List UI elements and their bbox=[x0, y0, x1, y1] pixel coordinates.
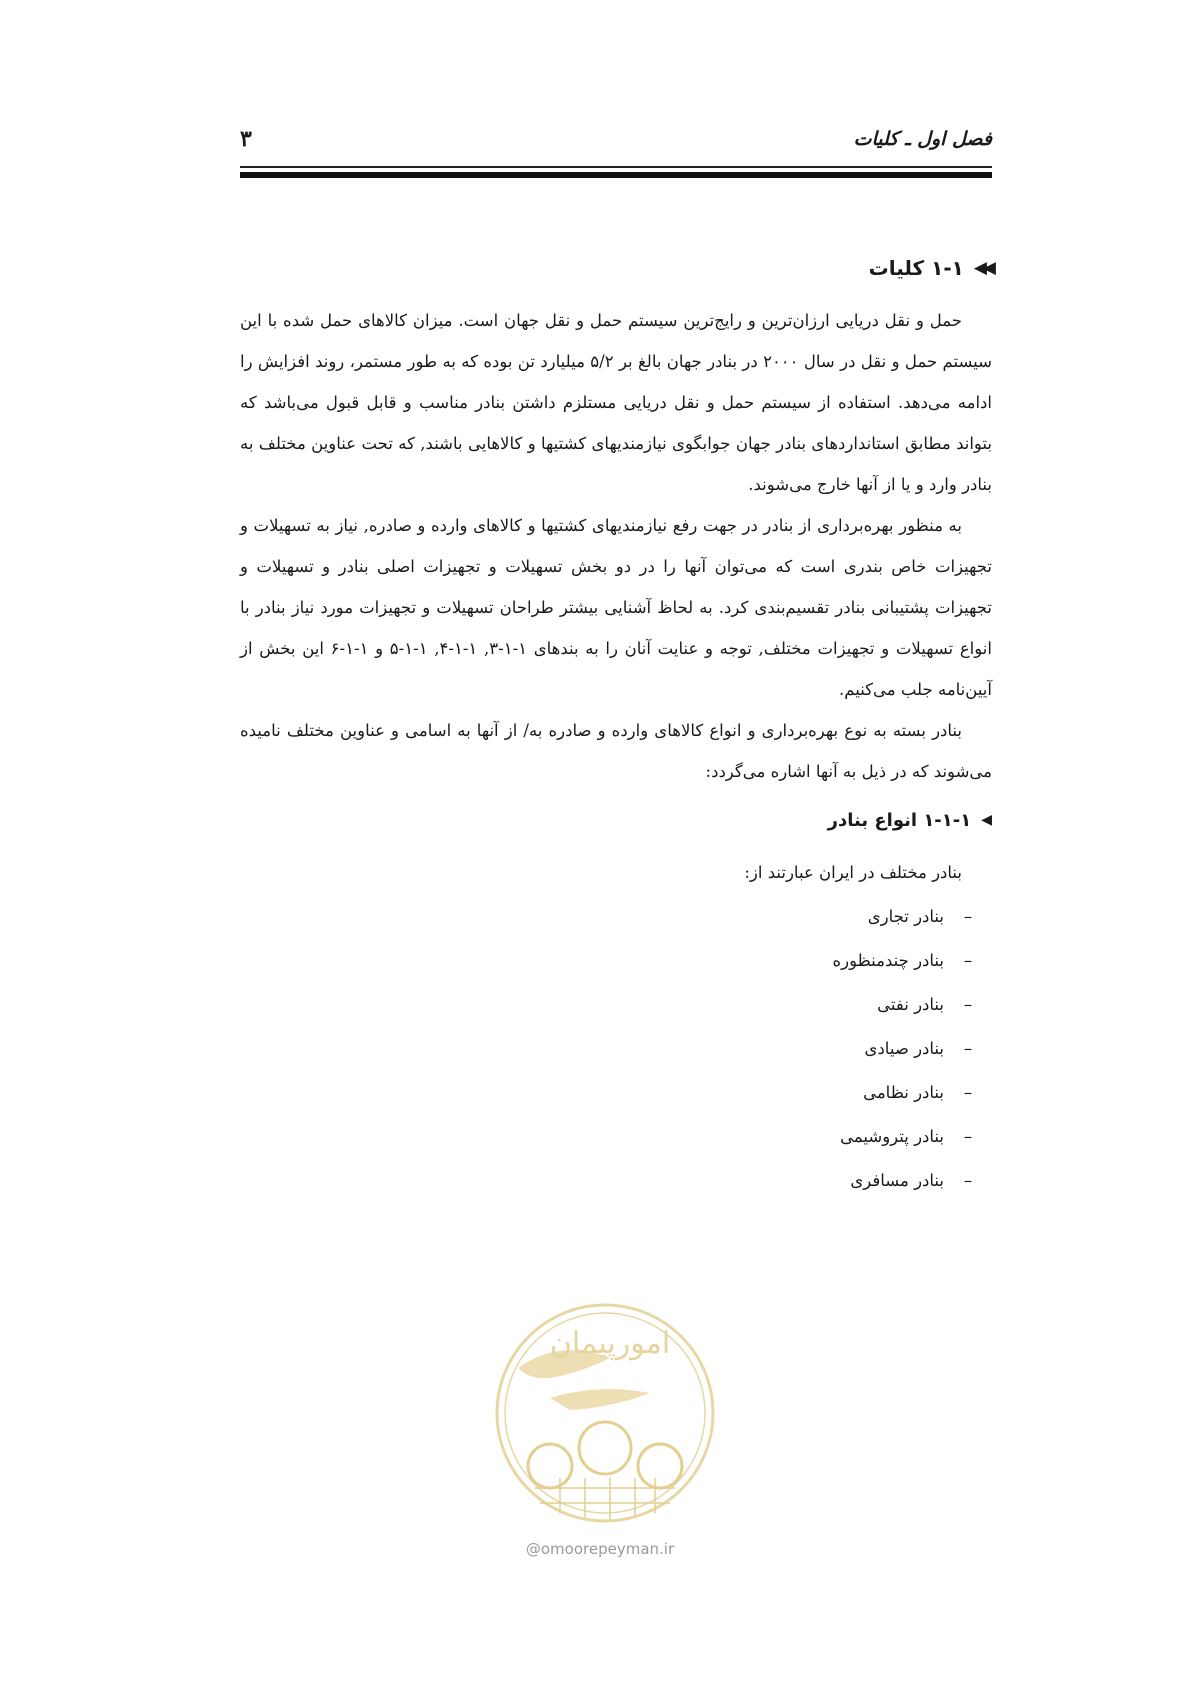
list-item bbox=[240, 939, 992, 983]
dash-icon: – bbox=[963, 995, 973, 1014]
running-header bbox=[240, 128, 992, 160]
list-item bbox=[240, 1115, 992, 1159]
header-rule-thick bbox=[240, 172, 992, 178]
list-intro: بنادر مختلف در ایران عبارتند از: bbox=[744, 863, 962, 882]
dash-icon: – bbox=[963, 907, 973, 926]
paragraph-1: حمل و نقل دریایی ارزان‌ترین و رایج‌ترین سیستم حمل و نقل جهان است. میزان کالاهای حمل شده با این سیستم حمل و نقل در سال ۲۰۰۰ در بنادر جهان بالغ بر ۵/۲ میلیارد تن بوده که به طور مستمر، روند افزایش را ادامه می‌دهد. استفاده از سیستم حمل و نقل دریایی مستلزم داشتن بنادر مناسب و قابل قبول می‌باشد که بتواند مطابق استانداردهای بنادر جهان جوابگوی نیازمندیهای کشتیها و کالاهایی باشند, که تحت عناوین مختلف به بنادر وارد و یا از آنها خارج می‌شوند. bbox=[240, 311, 992, 494]
subsection-title: ۱-۱-۱ انواع بنادر bbox=[827, 809, 972, 831]
dash-icon: – bbox=[963, 1039, 973, 1058]
list-item-label: بنادر مسافری bbox=[850, 1171, 944, 1190]
subsection-heading bbox=[240, 802, 992, 838]
list-item-label: بنادر چندمنظوره bbox=[832, 951, 944, 970]
list-item bbox=[240, 1159, 992, 1203]
section-heading bbox=[240, 250, 992, 286]
paragraph-3: بنادر بسته به نوع بهره‌برداری و انواع کالاهای وارده و صادره به/ از آنها به اسامی و عناوین مختلف نامیده می‌شوند که در ذیل به آنها اشاره می‌گردد: bbox=[240, 721, 992, 781]
content-column bbox=[240, 250, 992, 1203]
header-rule-thin bbox=[240, 166, 992, 168]
section-title: ۱-۱ کلیات bbox=[868, 256, 964, 280]
dash-icon: – bbox=[963, 1171, 973, 1190]
dash-icon: – bbox=[963, 1083, 973, 1102]
port-types-list bbox=[240, 895, 992, 1203]
watermark-logo-icon bbox=[490, 1298, 720, 1528]
list-item-label: بنادر پتروشیمی bbox=[840, 1127, 944, 1146]
paragraph-2: به منظور بهره‌برداری از بنادر در جهت رفع نیازمندیهای کشتیها و کالاهای وارده و صادره, نیاز به تسهیلات و تجهیزات خاص بندری است که می‌توان آنها را در دو بخش تسهیلات و تجهیزات اصلی بنادر و تسهیلات و تجهیزات پشتیبانی بنادر تقسیم‌بندی کرد. به لحاظ آشنایی بیشتر طراحان تسهیلات و تجهیزات مورد نیاز بنادر با انواع تسهیلات و تجهیزات مختلف, توجه و عنایت آنان را به بندهای ۱-۱-۳, ۱-۱-۴, ۱-۱-۵ و ۱-۱-۶ این بخش از آیین‌نامه جلب می‌کنیم. bbox=[240, 516, 992, 699]
list-item bbox=[240, 1027, 992, 1071]
chapter-title: فصل اول ـ کلیات bbox=[853, 128, 992, 150]
list-item-label: بنادر تجاری bbox=[867, 907, 944, 926]
list-item-label: بنادر نفتی bbox=[877, 995, 944, 1014]
arrow-icon: ◀ bbox=[981, 812, 992, 828]
list-item-label: بنادر نظامی bbox=[863, 1083, 944, 1102]
dash-icon: – bbox=[963, 1127, 973, 1146]
list-item bbox=[240, 895, 992, 939]
list-item-label: بنادر صیادی bbox=[864, 1039, 944, 1058]
list-item bbox=[240, 1071, 992, 1115]
watermark-url: @omoorepeyman.ir bbox=[525, 1540, 675, 1558]
watermark-logo-text: امورپیمان bbox=[549, 1326, 671, 1361]
page-number: ۳ bbox=[240, 126, 252, 152]
list-item bbox=[240, 983, 992, 1027]
double-arrow-icon: ◀◀ bbox=[973, 258, 992, 278]
dash-icon: – bbox=[963, 951, 973, 970]
